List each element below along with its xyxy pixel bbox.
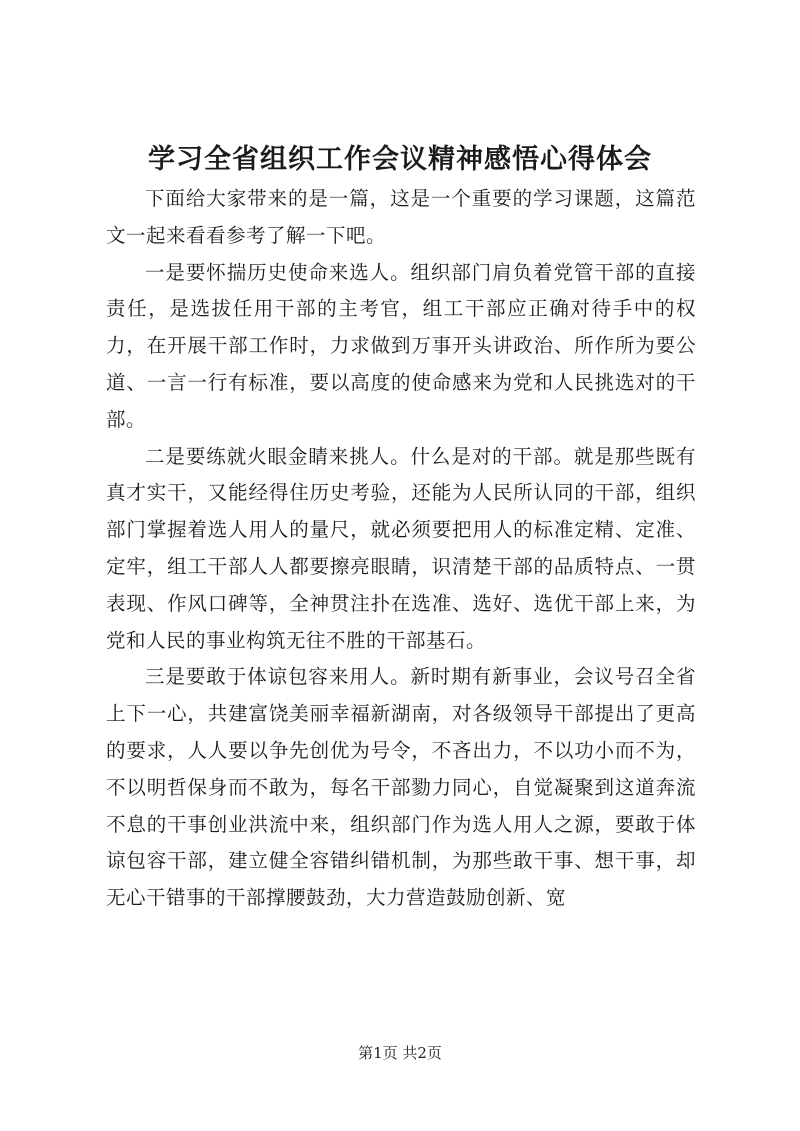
document-title: 学习全省组织工作会议精神感悟心得体会 [148,144,652,175]
page-number: 第1页 共2页 [358,1044,442,1062]
document-body [106,181,696,917]
paragraph-point-two: 二是要练就火眼金睛来挑人。什么是对的干部。就是那些既有真才实干，又能经得住历史考验，还能为人民所认同的干部，组织部门掌握着选人用人的量尺，就必须要把用人的标准定精、定准、定牢，组工干部人人都要擦亮眼睛，识清楚干部的品质特点、一贯表现、作风口碑等，全神贯注扑在选准、选好、选优干部上来，为党和人民的事业构筑无往不胜的干部基石。 [106,444,696,652]
paragraph-intro: 下面给大家带来的是一篇，这是一个重要的学习课题，这篇范文一起来看看参考了解一下吧。 [106,187,696,247]
paragraph-point-three: 三是要敢于体谅包容来用人。新时期有新事业，会议号召全省上下一心，共建富饶美丽幸福新湖南，对各级领导干部提出了更高的要求，人人要以争先创优为号令，不吝出力，不以功小而不为，不以明哲保身而不敢为，每名干部勠力同心，自觉凝聚到这道奔流不息的干事创业洪流中来，组织部门作为选人用人之源，要敢于体谅包容干部，建立健全容错纠错机制，为那些敢干事、想干事，却无心干错事的干部撑腰鼓劲，大力营造鼓励创新、宽 [106,665,696,910]
paragraph-point-one: 一是要怀揣历史使命来选人。组织部门肩负着党管干部的直接责任，是选拔任用干部的主考官，组工干部应正确对待手中的权力，在开展干部工作时，力求做到万事开头讲政治、所作所为要公道、一言一行有标准，要以高度的使命感来为党和人民挑选对的干部。 [106,260,696,431]
